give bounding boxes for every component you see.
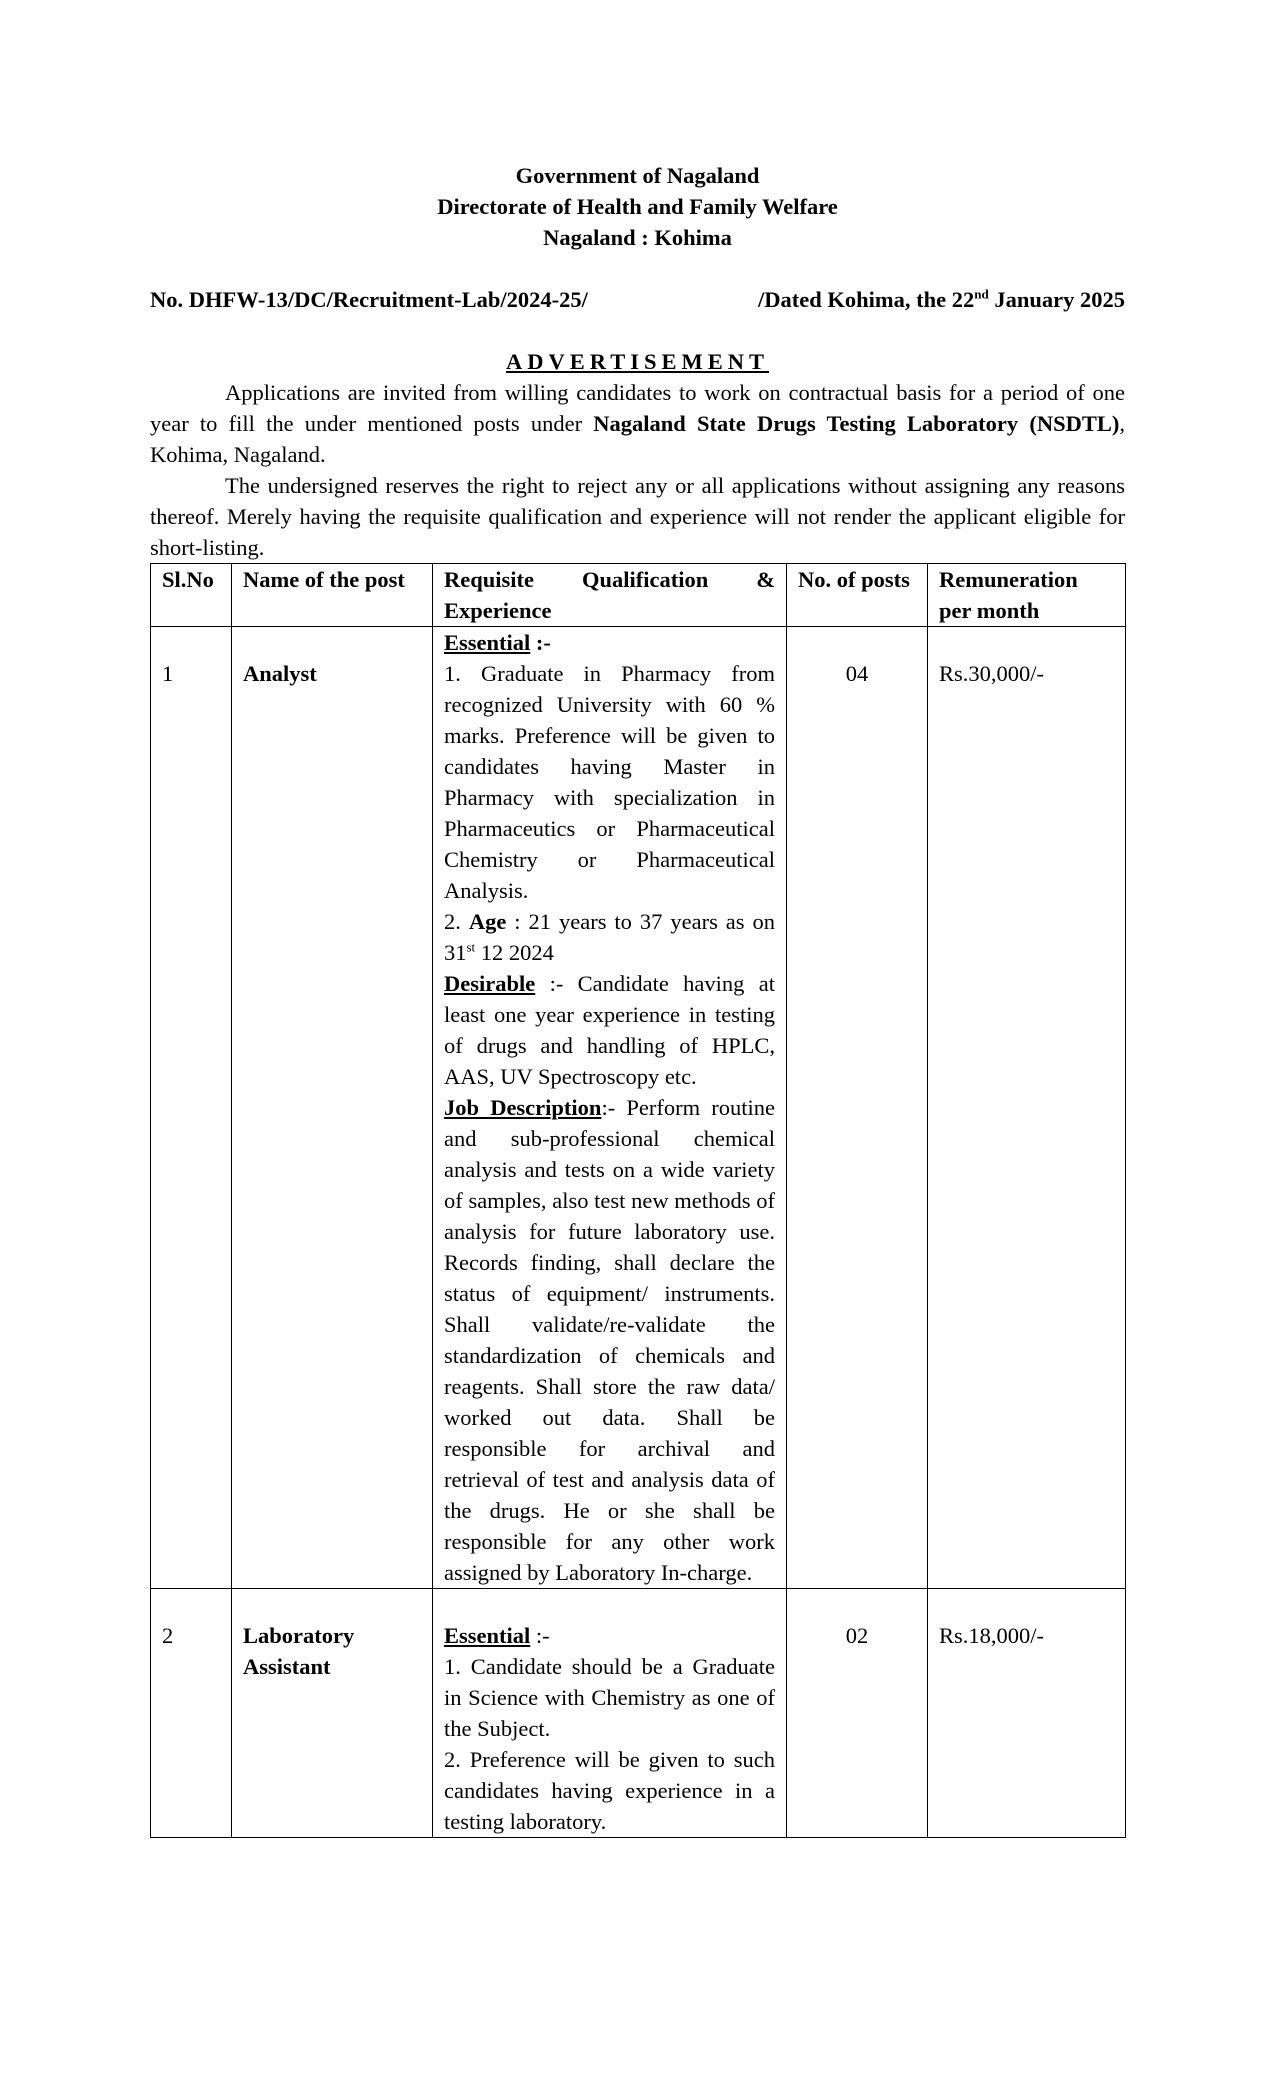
header-qualification: Requisite Qualification & Experience <box>433 564 787 627</box>
reference-line <box>150 284 1125 315</box>
table-row <box>151 1589 1126 1838</box>
intro-paragraph: Applications are invited from willing candidates to work on contractual basis for a period of one year to fill the under mentioned posts under Nagaland State Drugs Testing Laboratory (NSDTL), Kohima, Nagaland. <box>150 380 1125 467</box>
row-qualification: Essential :- 1. Candidate should be a Graduate in Science with Chemistry as one of the Subject. 2. Preference will be given to such candidates having experience in a testing laboratory. <box>433 1589 787 1838</box>
row-post-name: Analyst <box>232 627 433 1589</box>
document-page <box>150 160 1125 1838</box>
posts-table <box>150 563 1126 1838</box>
header-posts: No. of posts <box>787 564 928 627</box>
government-name: Government of Nagaland <box>515 163 760 188</box>
row-qualification: Essential :- 1. Graduate in Pharmacy from recognized University with 60 % marks. Preference will be given to candidates having Master in Pharmacy with specialization in Pharmaceutics or Pharmaceutical Chemistry or Pharmaceutical Analysis. 2. Age : 21 years to 37 years as on 31st 12 2024 Desirable :- Candidate having at least one year experience in testing of drugs and handling of HPLC, AAS, UV Spectroscopy etc. Job Description:- Perform routine and sub-professional chemical analysis and tests on a wide variety of samples, also test new methods of analysis for future laboratory use. Records finding, shall declare the status of equipment/ instruments. Shall validate/re-validate the standardization of chemicals and reagents. Shall store the raw data/ worked out data. Shall be responsible for archival and retrieval of test and analysis data of the drugs. He or she shall be responsible for any other work assigned by Laboratory In-charge. <box>433 627 787 1589</box>
header-post: Name of the post <box>232 564 433 627</box>
reference-number: No. DHFW-13/DC/Recruitment-Lab/2024-25/ <box>150 287 588 312</box>
location: Nagaland : Kohima <box>543 225 732 250</box>
row-slno: 1 <box>151 627 232 1589</box>
table-row <box>151 627 1126 1589</box>
advertisement-title: ADVERTISEMENT <box>506 349 769 374</box>
letterhead <box>150 160 1125 253</box>
header-remuneration: Remuneration per month <box>928 564 1126 627</box>
row-slno: 2 <box>151 1589 232 1838</box>
table-header-row <box>151 564 1126 627</box>
disclaimer-paragraph: The undersigned reserves the right to reject any or all applications without assigning any reasons thereof. Merely having the requisite qualification and experience will not render the applicant eligible for short-listing. <box>150 473 1125 560</box>
directorate-name: Directorate of Health and Family Welfare <box>437 194 838 219</box>
row-remuneration: Rs.30,000/- <box>928 627 1126 1589</box>
header-slno: Sl.No <box>151 564 232 627</box>
row-posts-count: 04 <box>787 627 928 1589</box>
row-posts-count: 02 <box>787 1589 928 1838</box>
row-remuneration: Rs.18,000/- <box>928 1589 1126 1838</box>
issue-date: /Dated Kohima, the 22nd January 2025 <box>758 286 1125 312</box>
row-post-name: Laboratory Assistant <box>232 1589 433 1838</box>
